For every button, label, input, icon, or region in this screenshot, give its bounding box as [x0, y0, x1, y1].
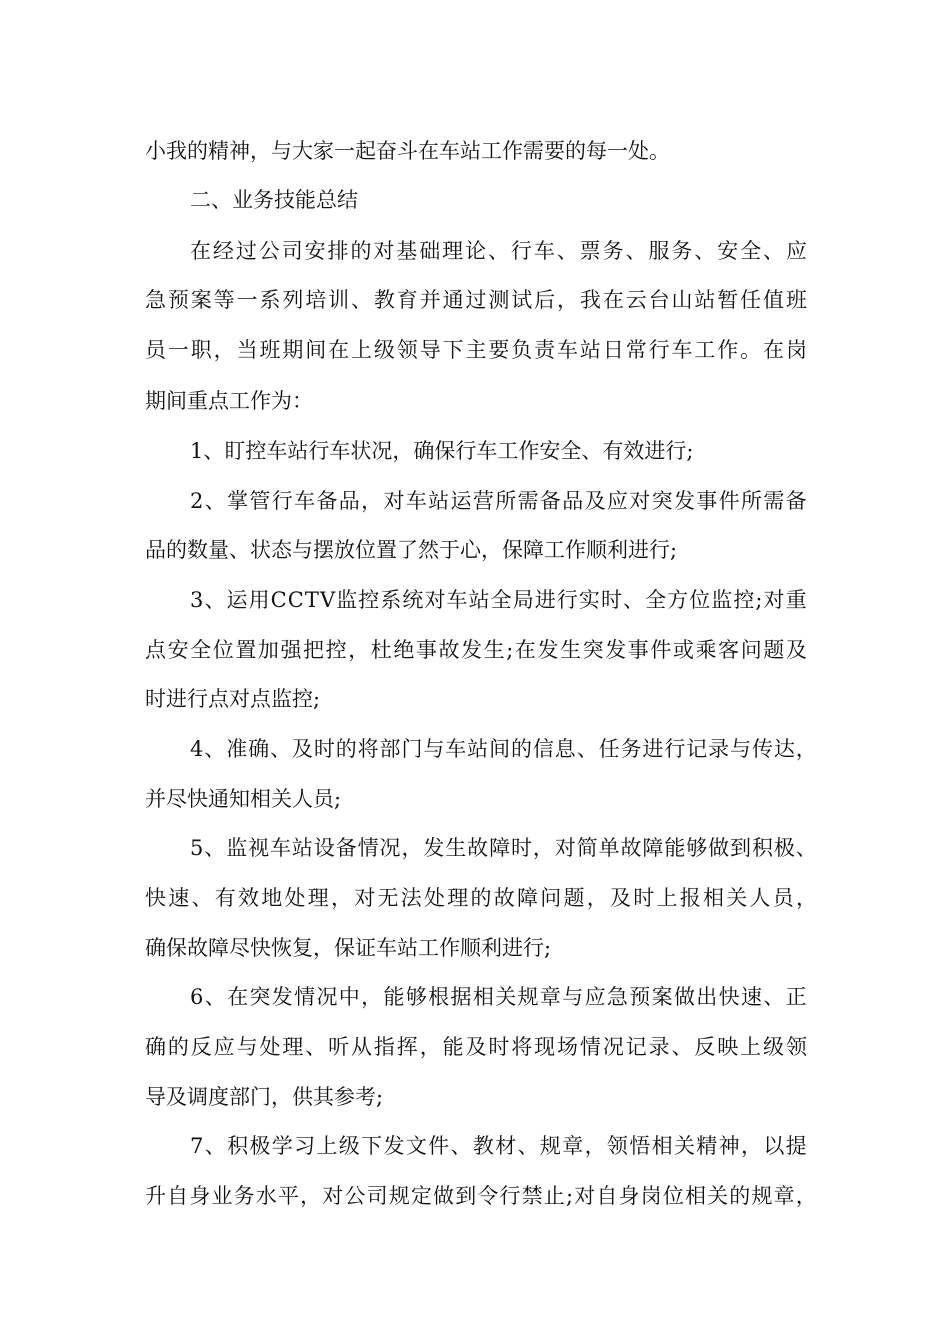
text-line: 员 一 职 ， 当 班 期 间 在 上 级 领 导 下 主 要 负 责 车 站 日 常 行 车 工 作 。 在 岗: [145, 338, 807, 362]
list-item: 7 、 积 极 学 习 上 级 下 发 文 件 、 教 材 、 规 章 ， 领 悟 相 关 精 神 ， 以 提: [190, 1134, 807, 1158]
text-line: 点 安 全 位 置 加 强 把 控 ， 杜 绝 事 故 发 生 ; 在 发 生 突 发 事 件 或 乘 客 问 题 及: [145, 638, 807, 662]
list-item: 3 、 运 用 C C T V 监 控 系 统 对 车 站 全 局 进 行 实 时 、 全 方 位 监 控 ; 对 重: [190, 588, 807, 612]
text-line: 导及调度部门，供其参考;: [145, 1085, 384, 1109]
list-item: 4 、 准 确 、 及 时 的 将 部 门 与 车 站 间 的 信 息 、 任 务 进 行 记 录 与 传 达 ，: [190, 737, 817, 761]
text-line: 在 经 过 公 司 安 排 的 对 基 础 理 论 、 行 车 、 票 务 、 服 务 、 安 全 、 应: [190, 239, 807, 263]
text-line: 小我的精神，与大家一起奋斗在车站工作需要的每一处。: [145, 139, 670, 163]
text-line: 确 的 反 应 与 处 理 、 听 从 指 挥 ， 能 及 时 将 现 场 情 况 记 录 、 反 映 上 级 领: [145, 1035, 807, 1059]
text-line: 快 速 、 有 效 地 处 理 ， 对 无 法 处 理 的 故 障 问 题 ， 及 时 上 报 相 关 人 员 ，: [145, 886, 817, 910]
list-item: 6 、 在 突 发 情 况 中 ， 能 够 根 据 相 关 规 章 与 应 急 预 案 做 出 快 速 、 正: [190, 985, 807, 1009]
text-line: 时进行点对点监控;: [145, 687, 321, 711]
text-line: 并尽快通知相关人员;: [145, 787, 342, 811]
list-item: 1、盯控车站行车状况，确保行车工作安全、有效进行;: [190, 439, 694, 463]
list-item: 5 、 监 视 车 站 设 备 情 况 ， 发 生 故 障 时 ， 对 简 单 故 障 能 够 做 到 积 极 、: [190, 836, 817, 860]
section-heading: 二、业务技能总结: [190, 188, 358, 212]
text-line: 急 预 案 等 一 系 列 培 训 、 教 育 并 通 过 测 试 后 ， 我 在 云 台 山 站 暂 任 值 班: [145, 288, 807, 312]
text-line: 确保故障尽快恢复，保证车站工作顺利进行;: [145, 936, 552, 960]
text-line: 品的数量、状态与摆放位置了然于心，保障工作顺利进行;: [145, 538, 678, 562]
text-line: 升 自 身 业 务 水 平 ， 对 公 司 规 定 做 到 令 行 禁 止 ; 对 自 身 岗 位 相 关 的 规 章 ，: [145, 1184, 817, 1208]
text-line: 期间重点工作为：: [145, 389, 313, 413]
list-item: 2 、 掌 管 行 车 备 品 ， 对 车 站 运 营 所 需 备 品 及 应 对 突 发 事 件 所 需 备: [190, 489, 807, 513]
